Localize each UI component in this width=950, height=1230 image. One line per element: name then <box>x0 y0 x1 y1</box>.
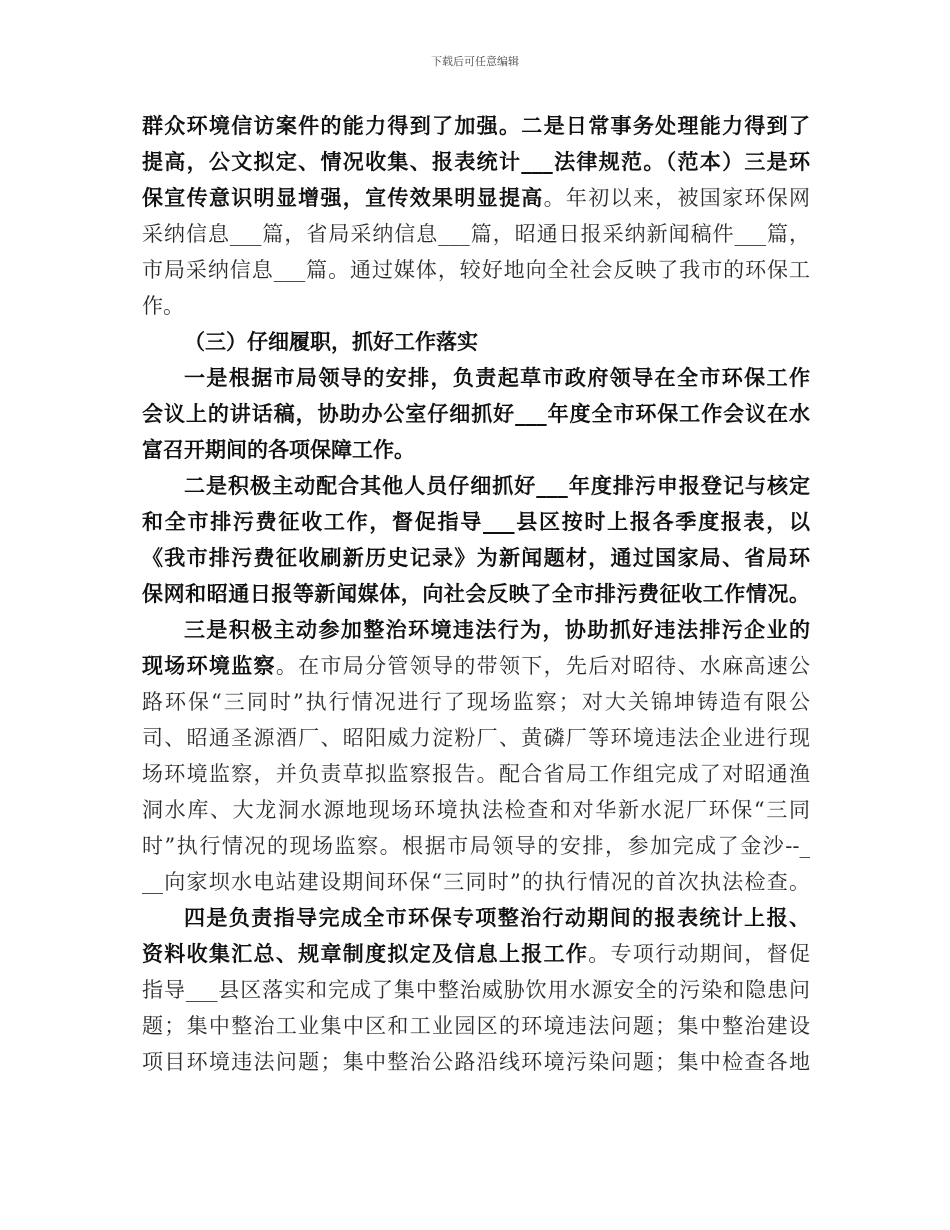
body-text: 场环境监察，并负责草拟监察报告。配合省局工作组完成了对昭通渔 <box>142 762 810 786</box>
body-text: __向家坝水电站建设期间环保“三同时”的执行情况的首次执法检查。 <box>142 870 810 894</box>
body-text: 时”执行情况的现场监察。根据市局领导的安排，参加完成了金沙--_ <box>142 834 810 858</box>
body-text: 采纳信息___篇，省局采纳信息___篇，昭通日报采纳新闻稿件___篇， <box>142 222 810 246</box>
bold-text: （三）仔细履职，抓好工作落实 <box>184 329 478 354</box>
text-line <box>142 648 810 684</box>
body-text: 。在市局分管领导的带领下，先后对昭待、水麻高速公 <box>275 654 811 678</box>
body-text: 市局采纳信息___篇。通过媒体，较好地向全社会反映了我市的环保工 <box>142 258 810 282</box>
body-text: 项目环境违法问题；集中整治公路沿线环境污染问题；集中检查各地 <box>142 1050 810 1074</box>
text-line <box>142 468 810 504</box>
text-line <box>142 1044 810 1080</box>
text-line <box>142 756 810 792</box>
body-text: 。年初以来，被国家环保网 <box>543 186 811 210</box>
bold-text: 会议上的讲话稿，协助办公室仔细抓好___年度全市环保工作会议在水 <box>142 401 810 426</box>
text-line <box>142 1008 810 1044</box>
text-line <box>142 720 810 756</box>
text-line <box>142 936 810 972</box>
bold-text: 和全市排污费征收工作，督促指导___县区按时上报各季度报表，以 <box>142 509 810 534</box>
text-line <box>142 324 810 360</box>
text-line <box>142 864 810 900</box>
bold-text: 四是负责指导完成全市环保专项整治行动期间的报表统计上报、 <box>184 905 810 930</box>
text-line <box>142 144 810 180</box>
body-text: 洞水库、大龙洞水源地现场环境执法检查和对华新水泥厂环保“三同 <box>142 798 810 822</box>
text-line <box>142 432 810 468</box>
body-text: 路环保“三同时”执行情况进行了现场监察；对大关锦坤铸造有限公 <box>142 690 810 714</box>
page-header: 下载后可任意编辑 <box>431 55 519 68</box>
bold-text: 三是积极主动参加整治环境违法行为，协助抓好违法排污企业的 <box>184 617 810 642</box>
bold-text: 保网和昭通日报等新闻媒体，向社会反映了全市排污费征收工作情况。 <box>142 581 810 606</box>
body-text: 题；集中整治工业集中区和工业园区的环境违法问题；集中整治建设 <box>142 1014 810 1038</box>
bold-text: 现场环境监察 <box>142 653 276 678</box>
text-line <box>142 828 810 864</box>
text-line <box>142 540 810 576</box>
bold-text: 二是积极主动配合其他人员仔细抓好___年度排污申报登记与核定 <box>184 473 810 498</box>
body-text: 司、昭通圣源酒厂、昭阳威力淀粉厂、黄磷厂等环境违法企业进行现 <box>142 726 810 750</box>
text-line <box>142 972 810 1008</box>
text-line <box>142 180 810 216</box>
text-line <box>142 792 810 828</box>
bold-text: 一是根据市局领导的安排，负责起草市政府领导在全市环保工作 <box>184 365 810 390</box>
body-text: 指导___县区落实和完成了集中整治威胁饮用水源安全的污染和隐患问 <box>142 978 810 1002</box>
document-body <box>142 108 810 1080</box>
text-line <box>142 684 810 720</box>
text-line <box>142 612 810 648</box>
text-line <box>142 252 810 288</box>
text-line <box>142 504 810 540</box>
bold-text: 资料收集汇总、规章制度拟定及信息上报工作 <box>142 941 589 966</box>
bold-text: 提高，公文拟定、情况收集、报表统计___法律规范。（范本）三是环 <box>142 149 810 174</box>
text-line <box>142 576 810 612</box>
body-text: 。专项行动期间，督促 <box>588 942 811 966</box>
bold-text: 富召开期间的各项保障工作。 <box>142 437 415 462</box>
text-line <box>142 360 810 396</box>
text-line <box>142 396 810 432</box>
text-line <box>142 108 810 144</box>
text-line <box>142 216 810 252</box>
bold-text: 《我市排污费征收刷新历史记录》为新闻题材，通过国家局、省局环 <box>142 545 810 570</box>
text-line <box>142 900 810 936</box>
text-line <box>142 288 810 324</box>
bold-text: 群众环境信访案件的能力得到了加强。二是日常事务处理能力得到了 <box>142 113 810 138</box>
bold-text: 保宣传意识明显增强，宣传效果明显提高 <box>142 185 544 210</box>
body-text: 作。 <box>142 294 184 318</box>
